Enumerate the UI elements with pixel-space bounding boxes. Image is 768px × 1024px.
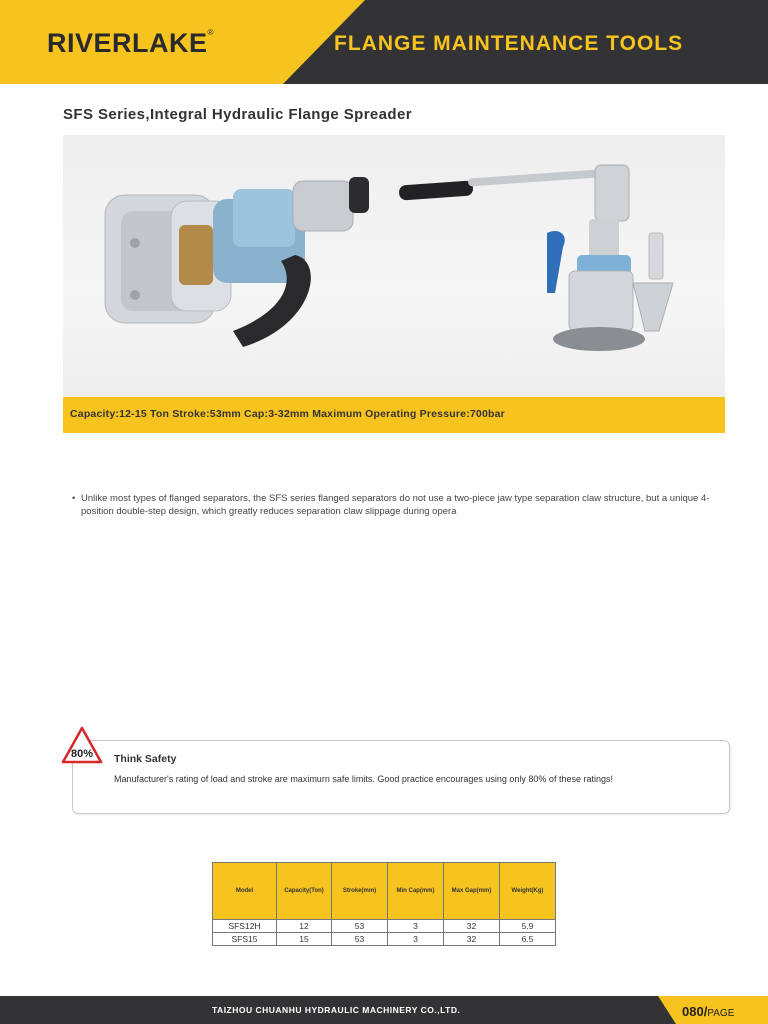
table-row <box>213 933 556 946</box>
cell-stroke: 53 <box>332 933 388 946</box>
brand-logo <box>47 28 214 59</box>
registered-mark: ® <box>207 28 214 37</box>
column-header-stroke: Stroke(mm) <box>332 863 388 920</box>
spec-table <box>212 862 556 946</box>
spec-summary: Capacity:12-15 Ton Stroke:53mm Cap:3-32mm Maximum Operating Pressure:700bar <box>70 408 505 420</box>
cell-capacity: 15 <box>277 933 332 946</box>
safety-badge-text: 80% <box>70 748 94 760</box>
page-label: PAGE <box>707 1008 735 1019</box>
warning-triangle-icon <box>61 726 103 764</box>
column-header-capacity: Capacity(Ton) <box>277 863 332 920</box>
table-row <box>213 920 556 933</box>
bullet-marker: • <box>72 493 76 504</box>
cell-weight: 5.9 <box>500 920 556 933</box>
cell-min-cap: 3 <box>388 920 444 933</box>
flange-spreader-image <box>105 177 369 347</box>
brand-name: RIVERLAKE <box>47 28 208 58</box>
description <box>72 492 732 518</box>
product-title: SFS Series,Integral Hydraulic Flange Spreader <box>63 106 412 123</box>
footer-company: TAIZHOU CHUANHU HYDRAULIC MACHINERY CO.,LTD. <box>212 1005 461 1015</box>
cell-capacity: 12 <box>277 920 332 933</box>
safety-title: Think Safety <box>114 753 177 765</box>
page-number-value: 080/ <box>682 1004 708 1019</box>
cell-stroke: 53 <box>332 920 388 933</box>
table-header-row <box>213 863 556 920</box>
section-title: FLANGE MAINTENANCE TOOLS <box>334 32 684 55</box>
column-header-max-gap: Max Gap(mm) <box>444 863 500 920</box>
cell-weight: 6.5 <box>500 933 556 946</box>
hand-pump-image <box>399 165 673 351</box>
safety-text: Manufacturer's rating of load and stroke are maximurn safe limits. Good practice encourages using only 80% of these ratings! <box>114 774 613 784</box>
cell-model: SFS15 <box>213 933 277 946</box>
cell-model: SFS12H <box>213 920 277 933</box>
spec-bar <box>63 397 725 433</box>
cell-max-gap: 32 <box>444 920 500 933</box>
cell-max-gap: 32 <box>444 933 500 946</box>
product-photo <box>63 135 725 397</box>
column-header-model: Model <box>213 863 277 920</box>
product-illustration <box>63 135 725 397</box>
column-header-min-cap: Min Cap(mm) <box>388 863 444 920</box>
page-number <box>682 1004 734 1019</box>
description-text: Unlike most types of flanged separators, the SFS series flanged separators do not use a two-piece jaw type separation claw structure, but a unique 4-position double-step design, which greatly reduces separation claw slippage during opera <box>81 493 710 517</box>
cell-min-cap: 3 <box>388 933 444 946</box>
column-header-weight: Weight(Kg) <box>500 863 556 920</box>
